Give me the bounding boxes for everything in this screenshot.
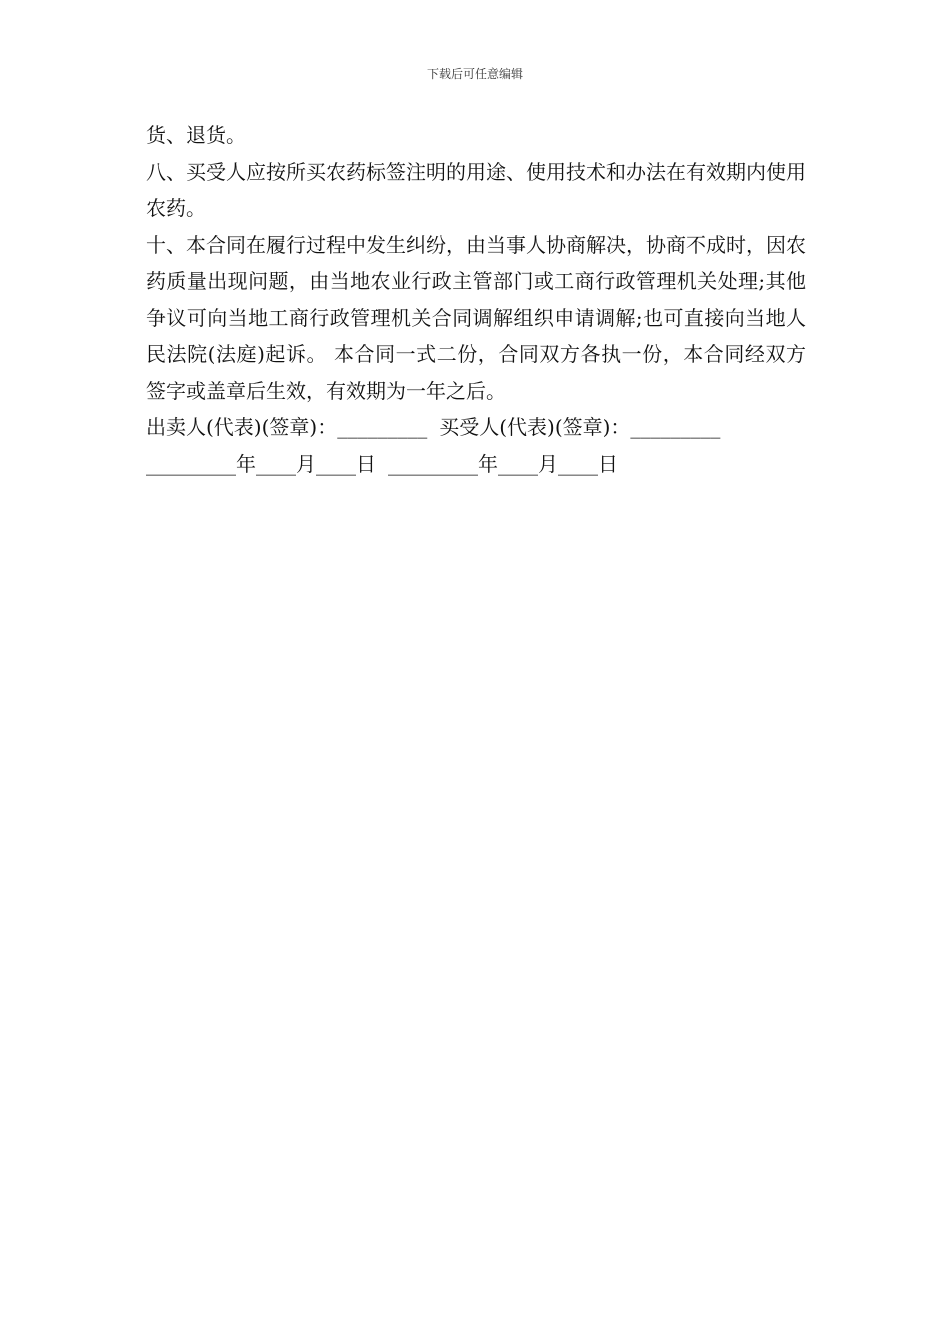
date-line — [146, 446, 806, 483]
page-header-note: 下载后可任意编辑 — [426, 67, 523, 81]
seller-date: _________年____月____日 — [146, 451, 376, 476]
signature-line — [146, 409, 806, 446]
buyer-signature-label: 买受人(代表)(签章)：_________ — [439, 415, 721, 439]
paragraph-return-goods: 货、退货。 — [146, 123, 246, 147]
paragraph-clause-eight: 八、买受人应按所买农药标签注明的用途、使用技术和办法在有效期内使用农药。 — [146, 159, 806, 220]
seller-signature-label: 出卖人(代表)(签章)：_________ — [146, 415, 428, 439]
buyer-date: _________年____月____日 — [388, 451, 618, 476]
paragraph-clause-ten: 十、本合同在履行过程中发生纠纷，由当事人协商解决，协商不成时，因农药质量出现问题，由当地农业行政主管部门或工商行政管理机关处理;其他争议可向当地工商行政管理机关合同调解组织申请调解;也可直接向当地人民法院(法庭)起诉。 本合同一式二份，合同双方各执一份，本合同经双方签字或盖章后生效，有效期为一年之后。 — [146, 232, 806, 403]
document-body — [146, 117, 806, 482]
